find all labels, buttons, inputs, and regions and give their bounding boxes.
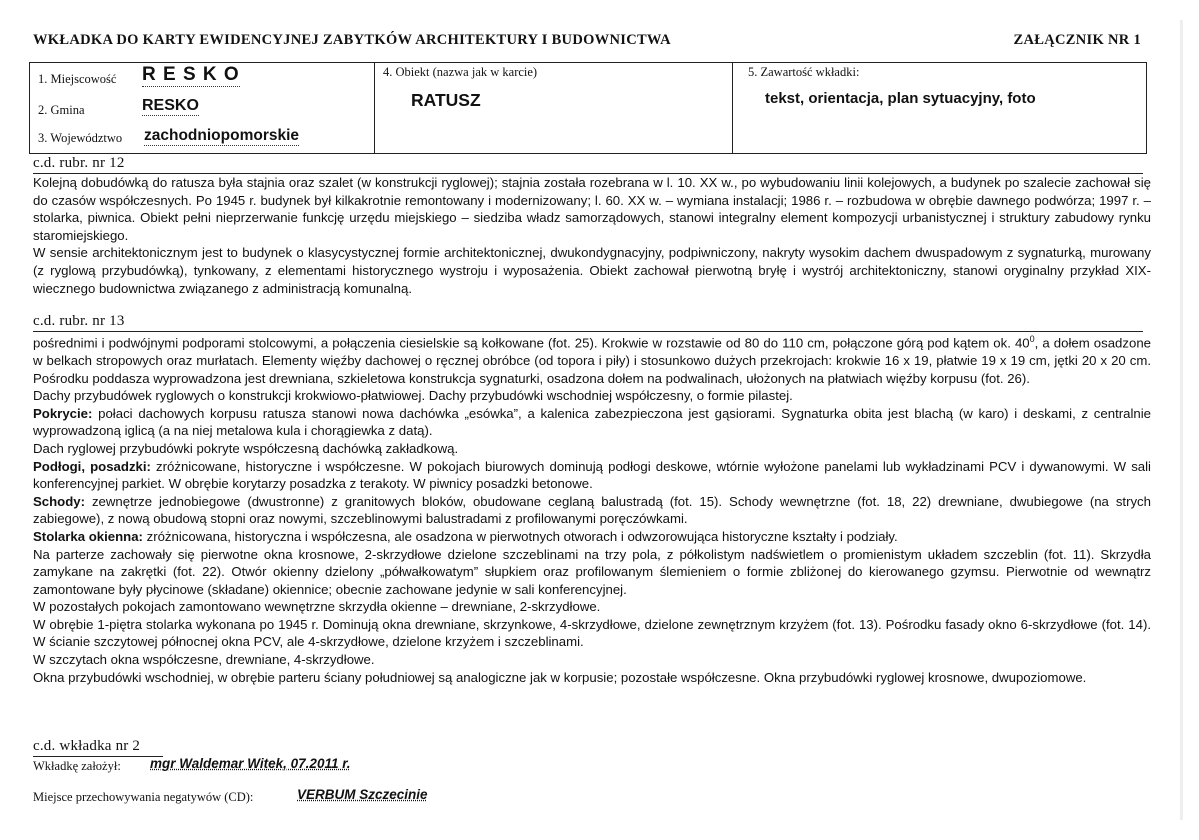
miejscowosc-value: R E S K O xyxy=(142,64,240,85)
wojewodztwo-label: 3. Województwo xyxy=(38,131,123,145)
term-label: Schody: xyxy=(33,493,86,509)
column-divider xyxy=(732,63,733,153)
text-run: pośrednimi i podwójnymi podporami stolcowymi, a połączenia ciesielskie są kołkowane (fot. 25). Krokwie w rozstawie od 80 do 110 cm, połączone górą pod kątem ok. 40 xyxy=(33,335,1030,351)
zawartosc-label: 5. Zawartość wkładki: xyxy=(748,65,860,79)
author-label: Wkładkę założył: xyxy=(33,759,121,773)
section-rule xyxy=(33,756,163,757)
section-heading-rubr-12: c.d. rubr. nr 12 xyxy=(33,155,125,171)
text-run: zróżnicowane, historyczne i współczesne. W pokojach biurowych dominują podłogi deskowe, wtórnie wyłożone panelami lub wykładzinami PCV i dywanowymi. W sali konferencyjnej parkiet. W obrębie korytarzy posadzka z terakoty. W piwnicy posadzki betonowe. xyxy=(33,458,1151,492)
wojewodztwo-value: zachodniopomorskie xyxy=(144,127,300,144)
paragraph xyxy=(33,493,1151,528)
section-body-rubr-12 xyxy=(33,174,1151,297)
document-title: WKŁADKA DO KARTY EWIDENCYJNEJ ZABYTKÓW ARCHITEKTURY I BUDOWNICTWA xyxy=(33,32,671,48)
annex-label: ZAŁĄCZNIK NR 1 xyxy=(1013,32,1141,48)
continuation-heading: c.d. wkładka nr 2 xyxy=(33,738,141,754)
text-run: zróżnicowana, historyczna i współczesna, ale osadzona w pierwotnych otworach i odwzorowująca historyczne kształty i podziały. xyxy=(142,528,898,544)
storage-value: VERBUM Szczecinie xyxy=(297,787,428,802)
paragraph: Dachy przybudówek ryglowych o konstrukcji krokwiowo-płatwiowej. Dachy przybudówki wschodniej współczesny, o formie pilastej. xyxy=(33,388,793,404)
degree-sup: 0 xyxy=(1029,334,1035,344)
column-divider xyxy=(374,63,375,153)
section-heading-rubr-13: c.d. rubr. nr 13 xyxy=(33,313,125,329)
text-run: , a dołem osadzone w belkach stropowych oraz murłatach. Elementy więźby dachowej o ręcznej obróbce (od topora i piły) i stosunkowo dużych przekrojach: krokwie 16 x 19, płatwie 19 x 19 cm, jętki 20 x 20 cm. Pośrodku poddasza wyprowadzona jest drewniana, szkieletowa konstrukcja sygnaturki, osadzona dołem na podwalinach, ułożonych na płatwiach więźby korpusu (fot. 26). xyxy=(33,335,1151,386)
info-box xyxy=(29,62,1147,154)
paragraph: W sensie architektonicznym jest to budynek o klasycystycznej formie architektonicznej, dwukondygnacyjny, podpiwniczony, nakryty wysokim dachem dwuspadowym z sygnaturką, murowany (z ryglową przybudówką), tynkowany, z elementami historycznego wystroju i wyposażenia. Obiekt zachował pierwotną bryłę i wystrój architektoniczny, stanowi oryginalny przykład XIX-wiecznego budownictwa związanego z administracją komunalną. xyxy=(33,245,1151,296)
paragraph xyxy=(33,405,1151,440)
paragraph xyxy=(33,458,1151,493)
author-value: mgr Waldemar Witek, 07.2011 r. xyxy=(150,756,351,771)
obiekt-value: RATUSZ xyxy=(411,90,481,110)
paragraph: Dach ryglowej przybudówki pokryte współczesną dachówką zakładkową. xyxy=(33,440,459,456)
paragraph xyxy=(33,331,1151,387)
paragraph: W pozostałych pokojach zamontowano wewnętrzne skrzydła okienne – drewniane, 2-skrzydłowe. xyxy=(33,599,601,615)
paragraph: Kolejną dobudówką do ratusza była stajnia oraz szalet (w konstrukcji ryglowej); stajnia została rozebrana w l. 10. XX w., po wybudowaniu linii kolejowych, a budynek po szalecie zachował się do czasów współczesnych. Po 1945 r. budynek był kilkakrotnie remontowany i modernizowany; l. 60. XX w. – wymiana instalacji; 1986 r. – rozbudowa w obrębie dawnego podwórza; 1997 r. – stolarka, piwnica. Obiekt pełni nieprzerwanie funkcję urzędu miejskiego – siedziba władz samorządowych, stanowi integralny element kompozycji urbanistycznej i struktury zabudowy rynku staromiejskiego. xyxy=(33,175,1151,243)
paragraph: Na parterze zachowały się pierwotne okna krosnowe, 2-skrzydłowe dzielone szczeblinami na trzy pola, z półkolistym nadświetlem o promienistym układem szczeblin (fot. 11). Skrzydła zamykane na zakrętki (fot. 22). Otwór okienny dzielony „półwałkowatym” słupkiem oraz profilowanym ślemieniem o formie zbliżonej do kierowanego gzymsu. Pierwotnie od wewnątrz zamontowane były płycinowe (składane) okiennice; obecnie zachowane jedynie w sali konferencyjnej. xyxy=(33,546,1151,597)
term-label: Pokrycie: xyxy=(33,405,93,421)
gmina-label: 2. Gmina xyxy=(38,103,85,117)
term-label: Stolarka okienna: xyxy=(33,528,143,544)
storage-label: Miejsce przechowywania negatywów (CD): xyxy=(33,790,254,804)
miejscowosc-label: 1. Miejscowość xyxy=(38,72,117,86)
gmina-value: RESKO xyxy=(142,97,199,114)
text-run: połaci dachowych korpusu ratusza stanowi nowa dachówka „esówka”, a kalenica zabezpieczona jest gąsiorami. Sygnaturka obita jest blachą (w karo) i deskami, z centralnie wyprowadzoną iglicą (a na niej metalowa kula i chorągiewka z datą). xyxy=(33,405,1151,439)
text-run: zewnętrze jednobiegowe (dwustronne) z granitowych bloków, obudowane ceglaną balustradą (fot. 15). Schody wewnętrzne (fot. 18, 22) drewniane, dwubiegowe (na strych zabiegowe), z nową obudową stopni oraz nowymi, szczeblinowymi balustradami z profilowanymi poręczówkami. xyxy=(33,493,1151,527)
paragraph: W szczytach okna współczesne, drewniane, 4-skrzydłowe. xyxy=(33,652,375,668)
zawartosc-value: tekst, orientacja, plan sytuacyjny, foto xyxy=(765,90,1036,107)
paragraph: W obrębie 1-piętra stolarka wykonana po 1945 r. Dominują okna drewniane, skrzynkowe, 4-skrzydłowe, dzielone zewnętrznym krzyżem (fot. 13). Pośrodku fasady okno 6-skrzydłowe (fot. 14). W ścianie szczytowej północnej okna PCV, ale 4-skrzydłowe, dzielone krzyżem i szczeblinami. xyxy=(33,616,1151,650)
paragraph xyxy=(33,528,1151,546)
section-body-rubr-13 xyxy=(33,331,1151,686)
obiekt-label: 4. Obiekt (nazwa jak w karcie) xyxy=(383,65,538,79)
term-label: Podłogi, posadzki: xyxy=(33,458,151,474)
scan-edge xyxy=(1180,20,1183,820)
paragraph: Okna przybudówki wschodniej, w obrębie parteru ściany południowej są analogiczne jak w korpusie; pozostałe współczesne. Okna przybudówki ryglowej krosnowe, dwupoziomowe. xyxy=(33,669,1087,685)
